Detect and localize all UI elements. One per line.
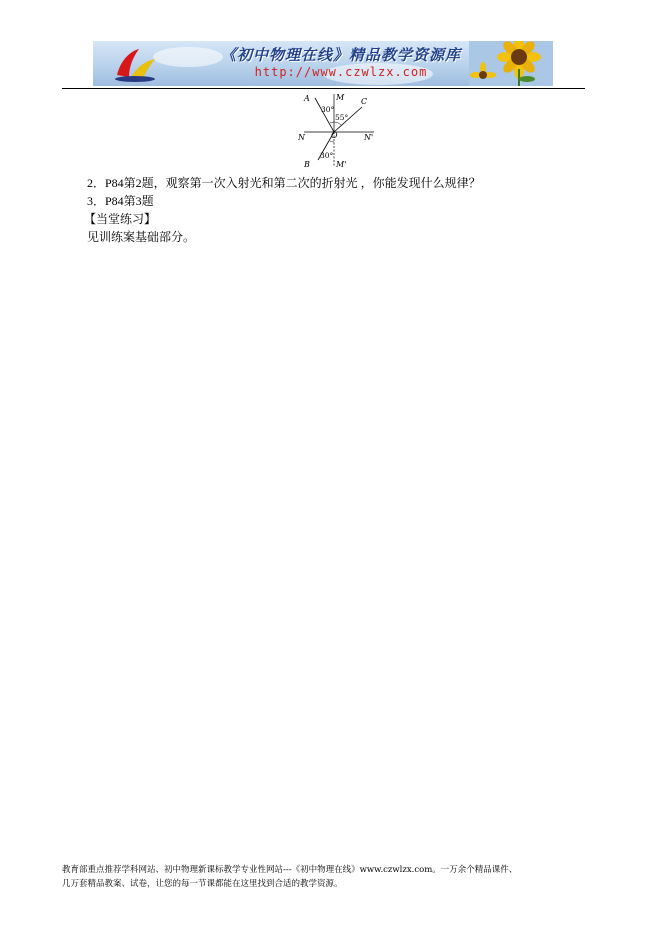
header-divider [62,88,585,89]
site-logo-icon [109,45,159,83]
label-O: O [331,131,338,140]
section-heading-practice: 【当堂练习】 [84,212,157,226]
banner-url: http://www.czwlzx.com [254,65,428,79]
footer-line-1: 教育部重点推荐学科网站、初中物理新课标教学专业性网站---《初中物理在线》www.czwlzx.com。一万余个精品课件、 [62,865,518,875]
angle-label-top: 30° [321,105,335,114]
angle-label-bottom: 30° [320,151,334,160]
label-N: N [298,133,305,142]
sunflower-icon [469,41,553,86]
label-B: B [304,160,310,169]
question-3: 3．P84第3题 [87,194,154,208]
refraction-diagram [294,90,384,170]
angle-arc-refraction [334,122,341,125]
angle-arc-top [330,122,334,123]
label-A: A [304,94,310,103]
footer-line-2: 几万套精品教案、试卷，让您的每一节课都能在这里找到合适的教学资源。 [62,879,343,889]
angle-label-refraction: 55° [335,113,349,122]
label-M: M [336,93,345,102]
label-N-prime: N' [364,133,374,142]
banner-title: 《初中物理在线》精品教学资源库 [220,46,461,64]
question-2: 2．P84第2题，观察第一次入射光和第二次的折射光 ，你能发现什么规律？ [87,176,481,190]
label-M-prime: M' [336,160,347,169]
page-footer [62,863,622,891]
label-C: C [361,97,368,106]
header-banner [93,41,553,86]
angle-arc-bottom [330,141,334,142]
practice-text: 见训练案基础部分。 [87,230,196,244]
incident-ray-AO [315,98,334,132]
